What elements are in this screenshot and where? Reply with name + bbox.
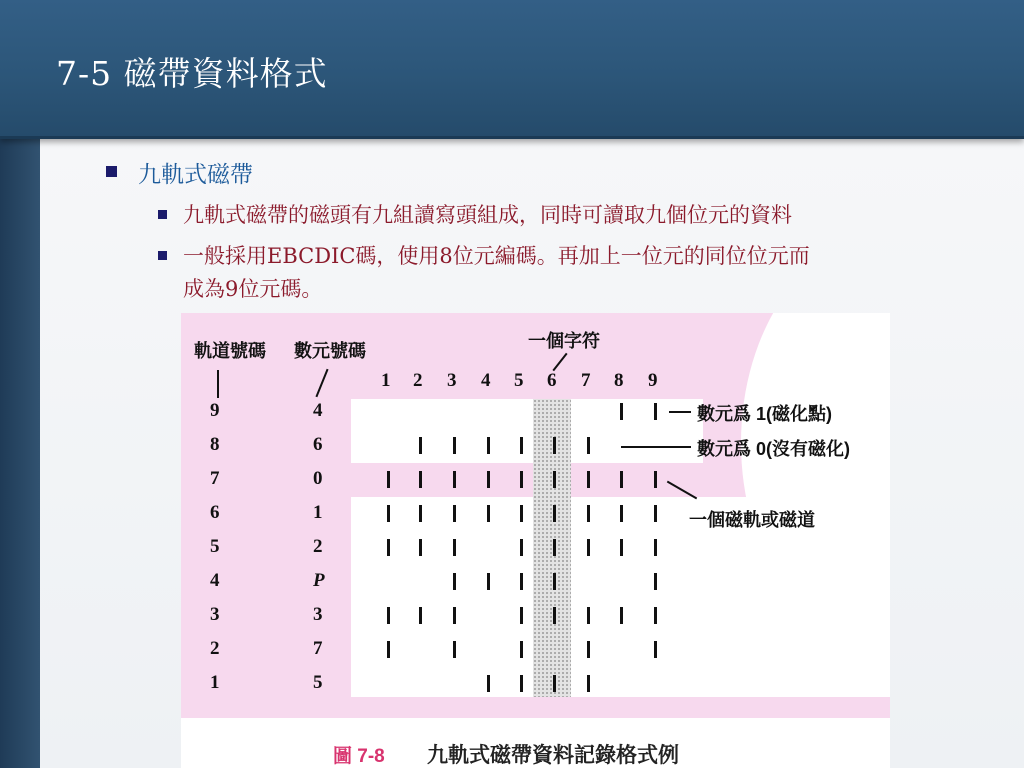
bit-number: 2 (313, 536, 323, 557)
bit-number: 7 (313, 638, 323, 659)
highlighted-track-stripe (351, 463, 673, 497)
magnetized-bit-mark (419, 539, 422, 556)
track-number-header: 軌道號碼 (194, 341, 266, 361)
sub-bullet-text-continued: 成為9位元碼。 (183, 277, 323, 301)
bit-number-header: 數元號碼 (294, 341, 366, 361)
column-number: 5 (514, 370, 524, 391)
magnetized-bit-mark (553, 675, 556, 692)
column-number: 9 (648, 370, 658, 391)
magnetized-bit-mark (654, 403, 657, 420)
magnetized-bit-mark (654, 471, 657, 488)
magnetized-bit-mark (453, 437, 456, 454)
column-number: 3 (447, 370, 457, 391)
magnetized-bit-mark (620, 505, 623, 522)
track-number: 9 (210, 400, 220, 421)
bit-number: 0 (313, 468, 323, 489)
magnetized-bit-mark (520, 675, 523, 692)
figure-caption-text: 九軌式磁帶資料記錄格式例 (427, 744, 679, 767)
magnetized-bit-mark (553, 607, 556, 624)
magnetized-bit-mark (453, 539, 456, 556)
track-number: 2 (210, 638, 220, 659)
track-pointer-line (217, 370, 219, 398)
magnetized-bit-mark (487, 505, 490, 522)
column-number: 4 (481, 370, 491, 391)
bit-number: 5 (313, 672, 323, 693)
magnetized-bit-mark (587, 675, 590, 692)
column-number: 1 (381, 370, 391, 391)
column-number: 8 (614, 370, 624, 391)
track-number: 8 (210, 434, 220, 455)
bit-number: 3 (313, 604, 323, 625)
track-number: 4 (210, 570, 220, 591)
bit-one-leader (669, 411, 691, 413)
column-number: 7 (581, 370, 591, 391)
sub-bullet-text: 九軌式磁帶的磁頭有九組讀寫頭組成，同時可讀取九個位元的資料 (183, 203, 792, 227)
magnetized-bit-mark (387, 607, 390, 624)
magnetized-bit-mark (620, 607, 623, 624)
magnetized-bit-mark (520, 505, 523, 522)
tape-format-figure (181, 313, 890, 768)
magnetized-bit-mark (587, 641, 590, 658)
magnetized-bit-mark (553, 437, 556, 454)
magnetized-bit-mark (553, 505, 556, 522)
magnetized-bit-mark (453, 641, 456, 658)
magnetized-bit-mark (587, 539, 590, 556)
magnetized-bit-mark (553, 471, 556, 488)
magnetized-bit-mark (419, 437, 422, 454)
magnetized-bit-mark (419, 607, 422, 624)
magnetized-bit-mark (587, 471, 590, 488)
bit-number: 1 (313, 502, 323, 523)
magnetized-bit-mark (419, 471, 422, 488)
track-number: 5 (210, 536, 220, 557)
sub-bullet-square-icon (158, 210, 167, 219)
magnetized-bit-mark (520, 607, 523, 624)
magnetized-bit-mark (419, 505, 422, 522)
bit-one-annotation: 數元爲 1(磁化點) (697, 404, 832, 424)
magnetized-bit-mark (654, 539, 657, 556)
magnetized-bit-mark (387, 641, 390, 658)
magnetized-bit-mark (487, 437, 490, 454)
tape-region-upper (351, 399, 703, 463)
bit-zero-leader (621, 446, 691, 448)
magnetized-bit-mark (620, 471, 623, 488)
magnetized-bit-mark (553, 539, 556, 556)
magnetized-bit-mark (487, 573, 490, 590)
track-annotation: 一個磁軌或磁道 (689, 510, 815, 530)
magnetized-bit-mark (520, 437, 523, 454)
track-number: 1 (210, 672, 220, 693)
character-column-highlight (533, 399, 571, 697)
magnetized-bit-mark (387, 505, 390, 522)
magnetized-bit-mark (520, 471, 523, 488)
bit-number: 6 (313, 434, 323, 455)
track-number: 7 (210, 468, 220, 489)
magnetized-bit-mark (654, 505, 657, 522)
bit-zero-annotation: 數元爲 0(沒有磁化) (697, 439, 850, 459)
track-number: 6 (210, 502, 220, 523)
magnetized-bit-mark (520, 641, 523, 658)
magnetized-bit-mark (587, 505, 590, 522)
bit-number: P (313, 570, 325, 591)
bullet-square-icon (106, 166, 117, 177)
bullet-heading: 九軌式磁帶 (138, 162, 253, 188)
figure-caption-label: 圖 7-8 (333, 746, 385, 767)
magnetized-bit-mark (520, 573, 523, 590)
sub-bullet-square-icon (158, 251, 167, 260)
magnetized-bit-mark (553, 573, 556, 590)
magnetized-bit-mark (453, 573, 456, 590)
magnetized-bit-mark (654, 607, 657, 624)
magnetized-bit-mark (587, 437, 590, 454)
magnetized-bit-mark (654, 641, 657, 658)
magnetized-bit-mark (620, 539, 623, 556)
sub-bullet-text: 一般採用EBCDIC碼，使用8位元編碼。再加上一位元的同位位元而 (183, 244, 810, 268)
column-number: 2 (413, 370, 423, 391)
magnetized-bit-mark (487, 675, 490, 692)
magnetized-bit-mark (520, 539, 523, 556)
track-number: 3 (210, 604, 220, 625)
magnetized-bit-mark (620, 403, 623, 420)
bit-number: 4 (313, 400, 323, 421)
magnetized-bit-mark (387, 471, 390, 488)
magnetized-bit-mark (487, 471, 490, 488)
slide-title: 7-5 磁帶資料格式 (56, 54, 328, 93)
magnetized-bit-mark (453, 471, 456, 488)
column-number: 6 (547, 370, 557, 391)
magnetized-bit-mark (453, 607, 456, 624)
magnetized-bit-mark (387, 539, 390, 556)
magnetized-bit-mark (654, 573, 657, 590)
title-bar (0, 0, 1024, 139)
magnetized-bit-mark (587, 607, 590, 624)
magnetized-bit-mark (453, 505, 456, 522)
character-label: 一個字符 (528, 331, 600, 351)
